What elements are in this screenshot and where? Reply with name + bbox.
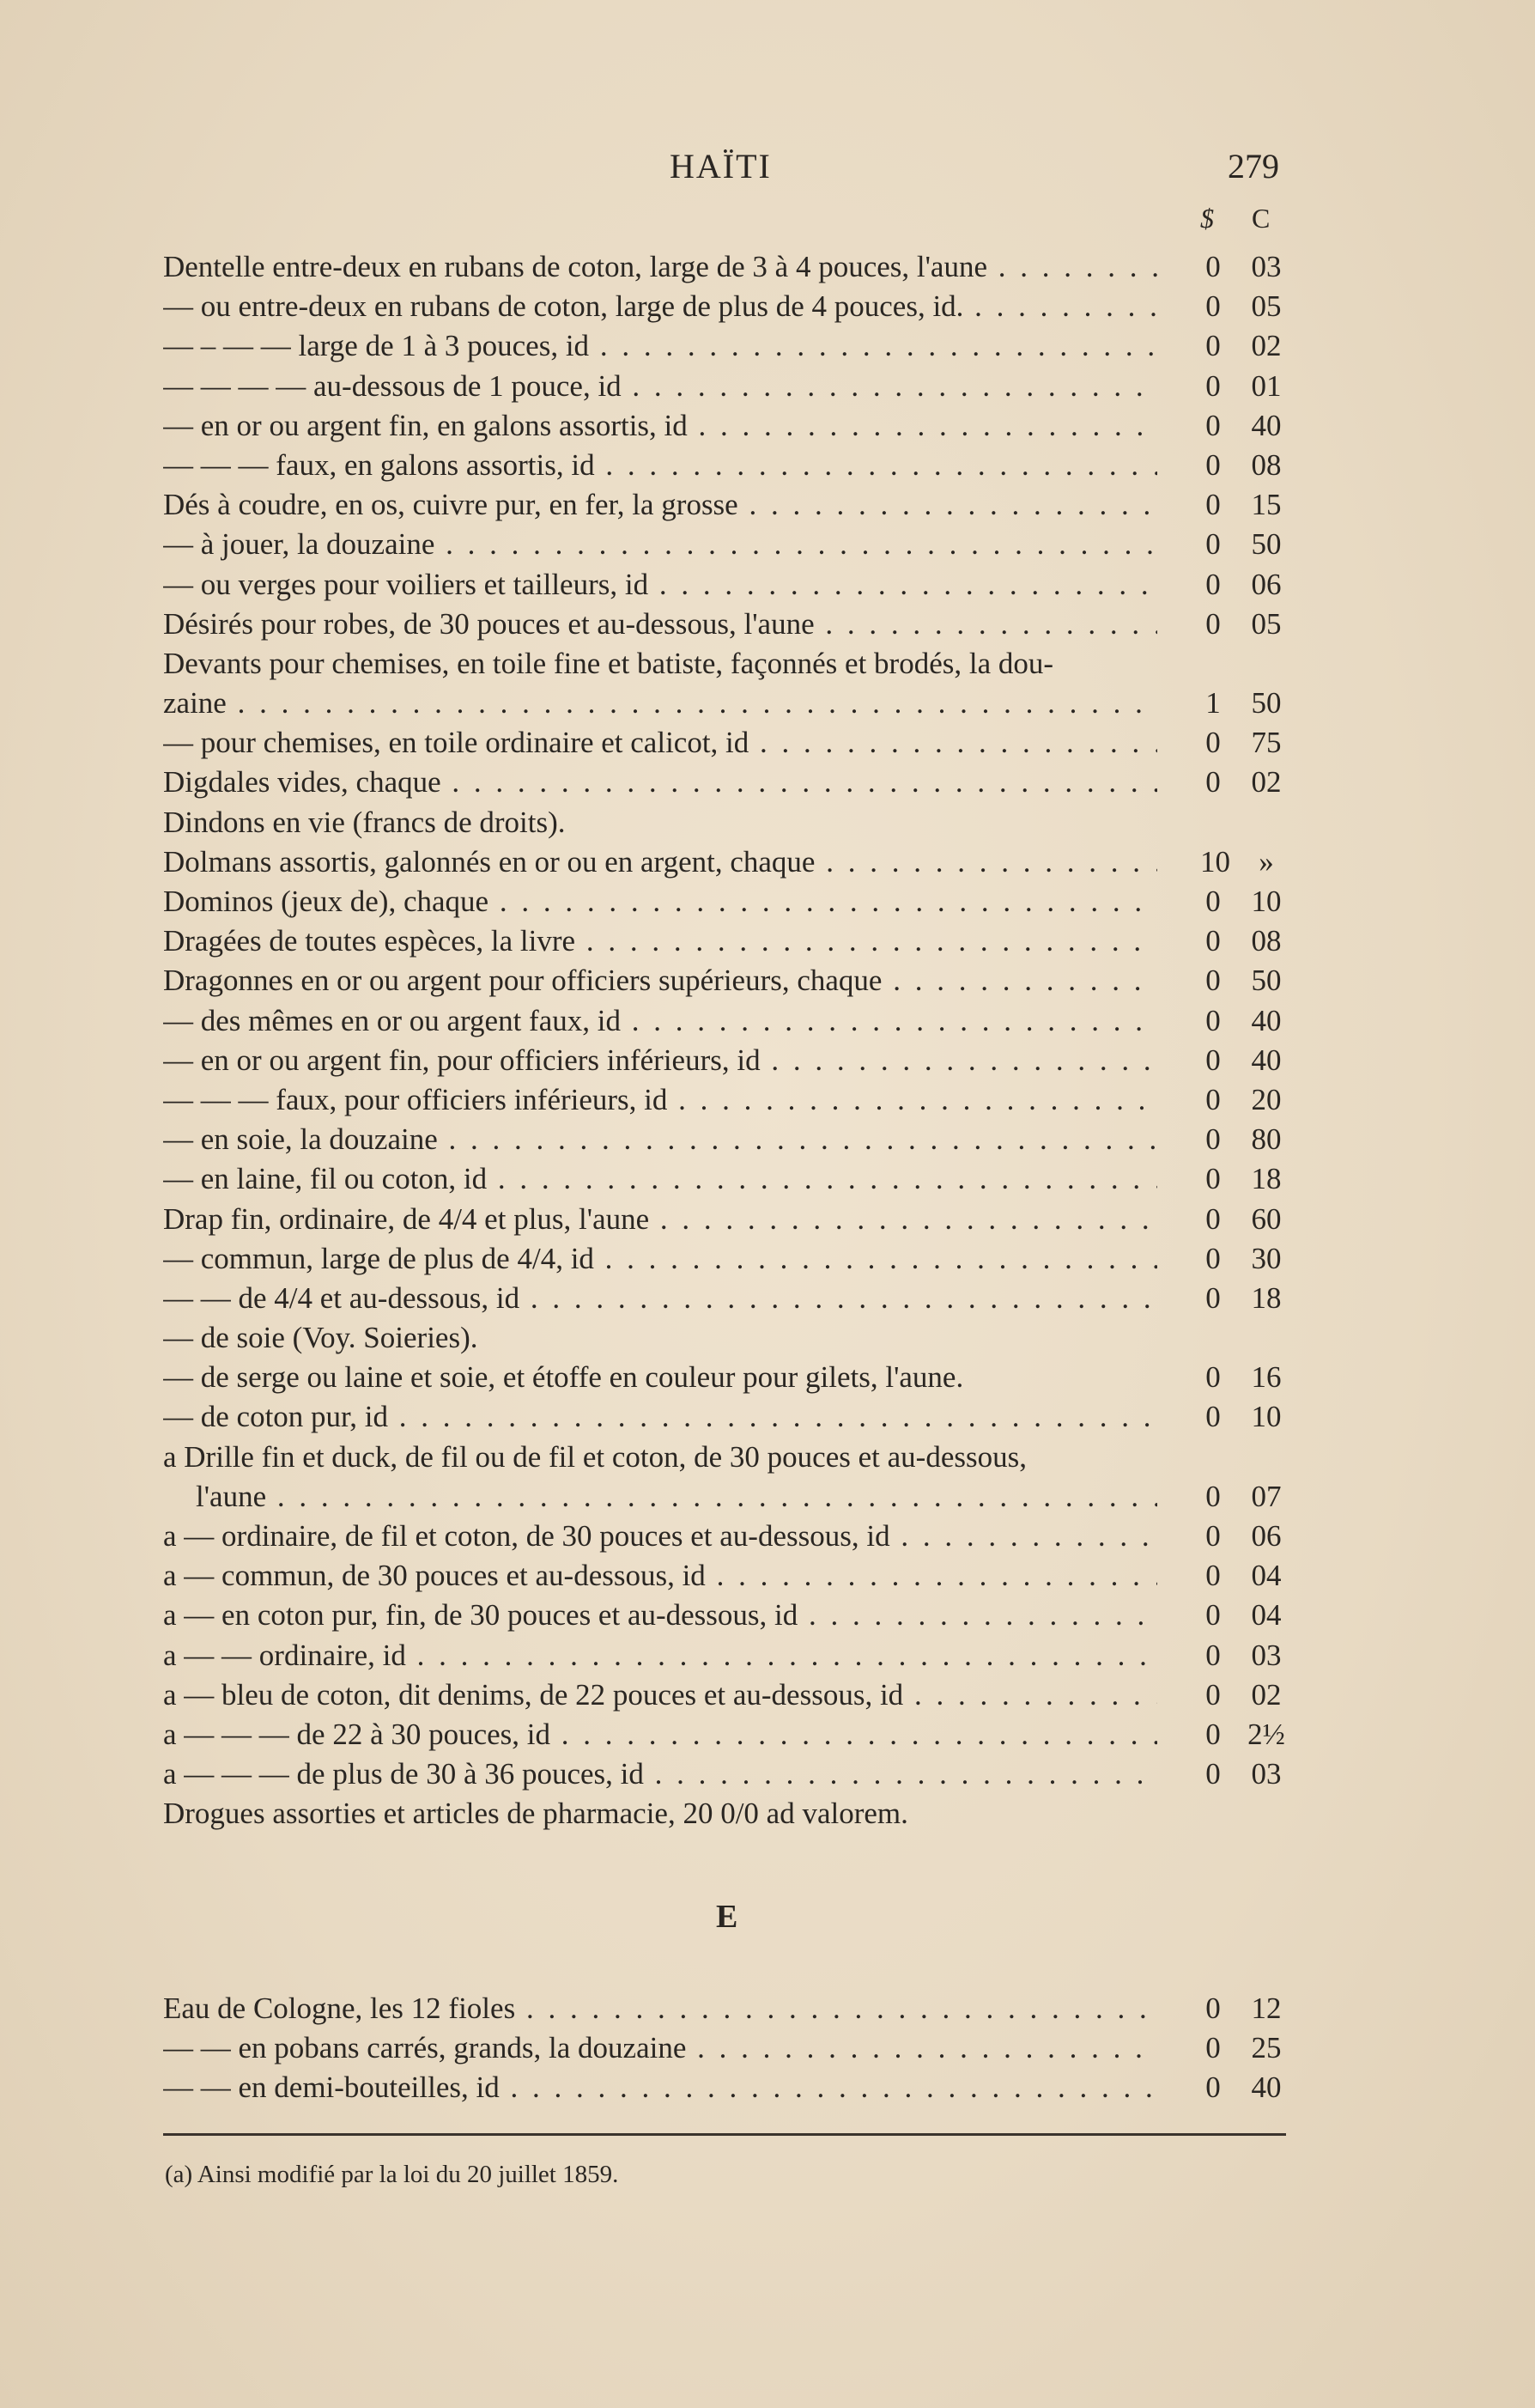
entry-description: a — — ordinaire, id . . . xyxy=(163,1636,1157,1675)
entry-dollars: 0 xyxy=(1205,368,1221,403)
entry-description: Digdales vides, chaque . . . xyxy=(163,763,1157,802)
entry-description: — des mêmes en or ou argent faux, id . . . xyxy=(163,1001,1157,1041)
entry-dollars: 0 xyxy=(1205,726,1221,760)
tariff-entry xyxy=(0,367,1535,406)
dollars-column-heading: $ xyxy=(1200,203,1214,234)
entry-description: Dominos (jeux de), chaque . . . xyxy=(163,882,1157,921)
entry-description: — en or ou argent fin, en galons assortis, id . . . xyxy=(163,406,1157,446)
entry-cents: 30 xyxy=(1251,1241,1282,1275)
entry-cents: 80 xyxy=(1251,1122,1282,1157)
entry-dollars: 0 xyxy=(1205,1638,1221,1672)
entry-description: Drap fin, ordinaire, de 4/4 et plus, l'aune . . . xyxy=(163,1200,1157,1239)
page-header xyxy=(0,146,1535,198)
entry-dollars: 0 xyxy=(1205,1082,1221,1116)
entry-description: a — — — de plus de 30 à 36 pouces, id . . . xyxy=(163,1754,1157,1794)
tariff-entry xyxy=(0,1041,1535,1080)
tariff-entry xyxy=(0,1397,1535,1437)
running-title: HAÏTI xyxy=(670,147,772,185)
cents-column-heading: C xyxy=(1252,203,1271,234)
entry-description: a — — — de 22 à 30 pouces, id . . . xyxy=(163,1715,1157,1754)
entry-cents: 04 xyxy=(1251,1559,1282,1593)
tariff-entry xyxy=(0,406,1535,446)
entry-dollars: 0 xyxy=(1205,1360,1221,1395)
entry-description: — de soie (Voy. Soieries). xyxy=(163,1321,478,1355)
entry-description: — à jouer, la douzaine . . . xyxy=(163,525,1157,564)
entry-description: Dindons en vie (francs de droits). xyxy=(163,805,566,839)
entry-dollars: 1 xyxy=(1205,686,1221,721)
entry-dollars: 0 xyxy=(1205,1162,1221,1196)
entry-description: Dolmans assortis, galonnés en or ou en argent, chaque . . . xyxy=(163,842,1157,882)
entry-description: — de serge ou laine et soie, et étoffe en couleur pour gilets, l'aune. xyxy=(163,1360,964,1395)
entry-dollars: 0 xyxy=(1205,1479,1221,1513)
entry-dollars: 0 xyxy=(1205,964,1221,998)
entry-cents: 02 xyxy=(1251,1677,1282,1712)
entry-dollars: 0 xyxy=(1205,606,1221,641)
entry-cents: 06 xyxy=(1251,1519,1282,1553)
tariff-entry xyxy=(0,247,1535,287)
entry-cents: 16 xyxy=(1251,1360,1282,1395)
entry-cents: 20 xyxy=(1251,1082,1282,1116)
entry-description: l'aune . . . xyxy=(196,1477,1157,1517)
entry-cents: 75 xyxy=(1251,726,1282,760)
entry-description: zaine . . . xyxy=(163,684,1157,723)
entry-description: Dentelle entre-deux en rubans de coton, large de 3 à 4 pouces, l'aune . . . xyxy=(163,247,1157,287)
entry-dollars: 0 xyxy=(1205,1122,1221,1157)
entry-dollars: 0 xyxy=(1205,527,1221,562)
tariff-entry xyxy=(0,2028,1535,2068)
entry-dollars: 0 xyxy=(1205,885,1221,918)
entry-dollars: 0 xyxy=(1205,1559,1221,1593)
tariff-entry xyxy=(0,961,1535,1000)
entry-cents: 03 xyxy=(1251,250,1282,283)
entry-cents: 05 xyxy=(1251,289,1282,324)
entry-dollars: 0 xyxy=(1205,329,1221,363)
entry-cents: » xyxy=(1259,844,1274,879)
entry-description: — — en pobans carrés, grands, la douzaine . . . xyxy=(163,2028,1157,2068)
entry-cents: 18 xyxy=(1251,1162,1282,1196)
entry-description: a — commun, de 30 pouces et au-dessous, id . . . xyxy=(163,1556,1157,1596)
tariff-entry xyxy=(0,485,1535,525)
entry-cents: 01 xyxy=(1251,368,1282,403)
entry-cents: 07 xyxy=(1251,1479,1282,1513)
tariff-entry xyxy=(0,1754,1535,1794)
entry-cents: 10 xyxy=(1251,885,1282,918)
entry-cents: 08 xyxy=(1251,447,1282,482)
tariff-entry xyxy=(0,605,1535,644)
entry-dollars: 0 xyxy=(1205,1400,1221,1434)
entry-dollars: 0 xyxy=(1205,1003,1221,1037)
entry-dollars: 0 xyxy=(1205,1598,1221,1633)
tariff-entry xyxy=(0,1318,1535,1358)
tariff-entry xyxy=(0,1001,1535,1041)
entry-cents: 25 xyxy=(1251,2031,1282,2065)
tariff-entry xyxy=(0,1358,1535,1397)
entry-description: a Drille fin et duck, de fil ou de fil et coton, de 30 pouces et au-dessous, xyxy=(163,1439,1027,1474)
entry-dollars: 0 xyxy=(1205,408,1221,442)
entry-dollars: 0 xyxy=(1205,2071,1221,2105)
entry-cents: 50 xyxy=(1251,686,1282,721)
entry-cents: 40 xyxy=(1251,1003,1282,1037)
entry-cents: 12 xyxy=(1251,1991,1282,2025)
entry-description: a — ordinaire, de fil et coton, de 30 pouces et au-dessous, id . . . xyxy=(163,1517,1157,1556)
entry-cents: 40 xyxy=(1251,2071,1282,2105)
entry-cents: 2½ xyxy=(1247,1717,1285,1751)
entry-description: Dragées de toutes espèces, la livre . . . xyxy=(163,921,1157,961)
entry-cents: 06 xyxy=(1251,567,1282,601)
page-number: 279 xyxy=(1228,147,1279,185)
entry-cents: 18 xyxy=(1251,1280,1282,1315)
tariff-entry xyxy=(0,1989,1535,2028)
entry-description: — pour chemises, en toile ordinaire et calicot, id . . . xyxy=(163,723,1157,763)
entry-description: Eau de Cologne, les 12 fioles . . . xyxy=(163,1989,1157,2028)
entry-description: — ou verges pour voiliers et tailleurs, id . . . xyxy=(163,565,1157,605)
tariff-entry xyxy=(0,1517,1535,1556)
entry-dollars: 0 xyxy=(1205,2031,1221,2065)
tariff-entry xyxy=(0,1438,1535,1477)
tariff-entry xyxy=(0,1556,1535,1596)
tariff-entry xyxy=(0,446,1535,485)
entry-cents: 50 xyxy=(1251,964,1282,998)
entry-dollars: 0 xyxy=(1205,765,1221,800)
entry-description: — – — — large de 1 à 3 pouces, id . . . xyxy=(163,326,1157,366)
tariff-entries-e xyxy=(0,1989,1535,2108)
tariff-entry xyxy=(0,1636,1535,1675)
entry-cents: 50 xyxy=(1251,527,1282,562)
entry-cents: 15 xyxy=(1251,488,1282,522)
entry-description: a — en coton pur, fin, de 30 pouces et au-dessous, id . . . xyxy=(163,1596,1157,1635)
entry-dollars: 0 xyxy=(1205,289,1221,324)
tariff-entry xyxy=(0,842,1535,882)
entry-description: a — bleu de coton, dit denims, de 22 pouces et au-dessous, id . . . xyxy=(163,1675,1157,1715)
entry-cents: 02 xyxy=(1251,329,1282,363)
entry-description: — — — — au-dessous de 1 pouce, id . . . xyxy=(163,367,1157,406)
entry-description: — en laine, fil ou coton, id . . . xyxy=(163,1159,1157,1199)
entry-dollars: 0 xyxy=(1205,447,1221,482)
tariff-entry xyxy=(0,1675,1535,1715)
entry-dollars: 0 xyxy=(1205,1241,1221,1275)
entry-description: — en soie, la douzaine . . . xyxy=(163,1120,1157,1159)
tariff-entries-d xyxy=(0,247,1535,1834)
entry-cents: 03 xyxy=(1251,1757,1282,1791)
tariff-entry xyxy=(0,882,1535,921)
tariff-entry xyxy=(0,1279,1535,1318)
entry-dollars: 0 xyxy=(1205,1280,1221,1315)
entry-cents: 60 xyxy=(1251,1201,1282,1236)
entry-cents: 02 xyxy=(1251,765,1282,800)
entry-dollars: 0 xyxy=(1205,488,1221,522)
tariff-entry xyxy=(0,684,1535,723)
footnote: (a) Ainsi modifié par la loi du 20 juillet 1859. xyxy=(165,2161,619,2188)
tariff-entry xyxy=(0,803,1535,842)
entry-dollars: 0 xyxy=(1205,1717,1221,1751)
entry-dollars: 0 xyxy=(1205,1043,1221,1077)
tariff-entry xyxy=(0,1239,1535,1279)
entry-cents: 04 xyxy=(1251,1598,1282,1633)
tariff-entry xyxy=(0,1715,1535,1754)
tariff-entry xyxy=(0,644,1535,684)
entry-cents: 40 xyxy=(1251,1043,1282,1077)
entry-dollars: 0 xyxy=(1205,567,1221,601)
entry-description: — — en demi-bouteilles, id . . . xyxy=(163,2068,1157,2107)
tariff-entry xyxy=(0,1477,1535,1517)
entry-description: Dés à coudre, en os, cuivre pur, en fer, la grosse . . . xyxy=(163,485,1157,525)
tariff-entry xyxy=(0,1159,1535,1199)
tariff-entry xyxy=(0,1200,1535,1239)
entry-description: — — — faux, en galons assortis, id . . . xyxy=(163,446,1157,485)
entry-description: — — — faux, pour officiers inférieurs, id . . . xyxy=(163,1080,1157,1120)
entry-cents: 10 xyxy=(1251,1400,1282,1434)
entry-description: Devants pour chemises, en toile fine et batiste, façonnés et brodés, la dou- xyxy=(163,646,1054,680)
entry-description: Dragonnes en or ou argent pour officiers supérieurs, chaque . . . xyxy=(163,961,1157,1000)
entry-description: — de coton pur, id . . . xyxy=(163,1397,1157,1437)
entry-dollars: 0 xyxy=(1205,1757,1221,1791)
tariff-entry xyxy=(0,525,1535,564)
entry-dollars: 0 xyxy=(1205,1519,1221,1553)
column-headings xyxy=(0,203,1535,237)
entry-dollars: 0 xyxy=(1205,1677,1221,1712)
tariff-entry xyxy=(0,921,1535,961)
entry-dollars: 0 xyxy=(1205,250,1221,283)
tariff-entry xyxy=(0,2068,1535,2107)
tariff-entry xyxy=(0,565,1535,605)
entry-dollars: 0 xyxy=(1205,1201,1221,1236)
entry-cents: 03 xyxy=(1251,1638,1282,1672)
tariff-entry xyxy=(0,723,1535,763)
tariff-entry xyxy=(0,1596,1535,1635)
entry-description: Désirés pour robes, de 30 pouces et au-dessous, l'aune . . . xyxy=(163,605,1157,644)
footnote-rule xyxy=(163,2133,1286,2136)
entry-description: — ou entre-deux en rubans de coton, large de plus de 4 pouces, id. . . . xyxy=(163,287,1157,326)
tariff-entry xyxy=(0,287,1535,326)
entry-cents: 40 xyxy=(1251,408,1282,442)
entry-dollars: 10 xyxy=(1200,844,1230,879)
entry-cents: 08 xyxy=(1251,924,1282,958)
tariff-entry xyxy=(0,1120,1535,1159)
entry-description: — commun, large de plus de 4/4, id . . . xyxy=(163,1239,1157,1279)
entry-description: — en or ou argent fin, pour officiers inférieurs, id . . . xyxy=(163,1041,1157,1080)
entry-description: — — de 4/4 et au-dessous, id . . . xyxy=(163,1279,1157,1318)
tariff-entry xyxy=(0,326,1535,366)
entry-description: Drogues assorties et articles de pharmacie, 20 0/0 ad valorem. xyxy=(163,1797,908,1831)
entry-dollars: 0 xyxy=(1205,1991,1221,2025)
tariff-entry xyxy=(0,763,1535,802)
section-heading-e: E xyxy=(716,1899,738,1935)
tariff-entry xyxy=(0,1794,1535,1833)
entry-cents: 05 xyxy=(1251,606,1282,641)
entry-dollars: 0 xyxy=(1205,924,1221,958)
tariff-entry xyxy=(0,1080,1535,1120)
